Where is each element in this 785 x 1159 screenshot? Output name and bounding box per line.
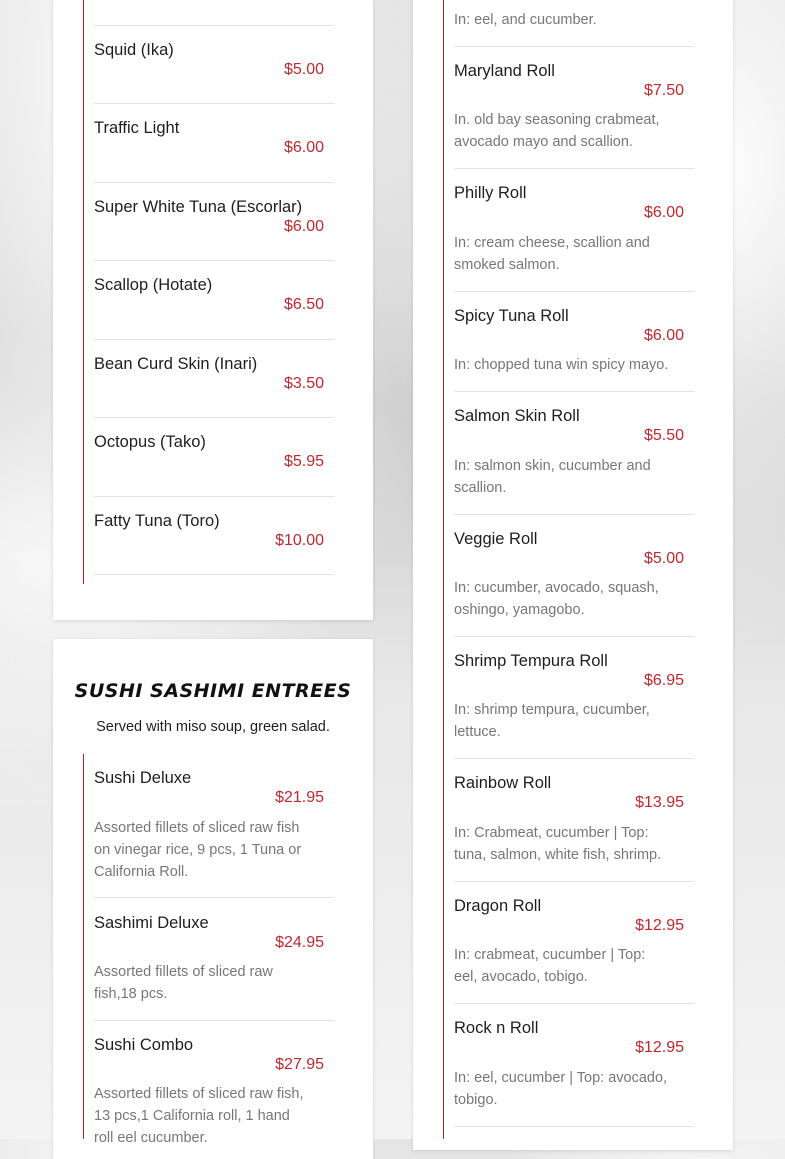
item-price: $7.50 (643, 82, 684, 99)
item-name: Sushi Deluxe (94, 769, 192, 787)
section-title: SUSHI SASHIMI ENTREES (74, 680, 352, 702)
item-description: In: eel, cucumber | Top: avocado, tobigo. (454, 1070, 668, 1108)
item-price: $5.95 (283, 453, 324, 470)
item-price: $5.00 (643, 550, 684, 567)
item-name: Rainbow Roll (454, 774, 552, 792)
item-description: In: cream cheese, scallion and smoked salmon. (454, 235, 650, 273)
item-price: $5.50 (643, 427, 684, 444)
item-price: $6.50 (283, 296, 324, 313)
item-description: In. old bay seasoning crabmeat, avocado mayo and scallion. (454, 112, 660, 150)
item-description: In: chopped tuna win spicy mayo. (454, 357, 669, 373)
nigiri-accent-line (83, 0, 84, 584)
item-description: In: crabmeat, cucumber | Top: eel, avocado, tobigo. (454, 947, 646, 985)
item-price: $13.95 (635, 794, 684, 811)
item-name: Scallop (Hotate) (94, 276, 213, 294)
item-price: $12.95 (635, 917, 684, 934)
item-name: Philly Roll (454, 184, 527, 202)
section-subtitle: Served with miso soup, green salad. (96, 719, 330, 735)
nigiri-top-sep (94, 25, 334, 26)
item-name: Veggie Roll (454, 530, 538, 548)
item-price: $6.95 (643, 672, 684, 689)
item-price: $5.00 (283, 61, 324, 78)
item-name: Super White Tuna (Escorlar) (94, 198, 303, 216)
item-price: $12.95 (635, 1039, 684, 1056)
item-name: Salmon Skin Roll (454, 407, 580, 425)
entrees-card (53, 639, 373, 1159)
item-price: $6.00 (283, 218, 324, 235)
item-price: $6.00 (643, 327, 684, 344)
item-name: Spicy Tuna Roll (454, 307, 569, 325)
rolls-accent-line (443, 0, 444, 1139)
item-price: $24.95 (275, 934, 324, 951)
item-price: $6.00 (643, 204, 684, 221)
item-description: Assorted fillets of sliced raw fish on vinegar rice, 9 pcs, 1 Tuna or California Roll. (94, 820, 302, 880)
item-description: Assorted fillets of sliced raw fish,18 pcs. (94, 964, 273, 1002)
item-price: $21.95 (275, 789, 324, 806)
item-price: $3.50 (283, 375, 324, 392)
item-description: In: eel, and cucumber. (454, 12, 597, 28)
entrees-accent-line (83, 754, 84, 1139)
item-name: Rock n Roll (454, 1019, 539, 1037)
item-name: Squid (Ika) (94, 41, 174, 59)
item-price: $27.95 (275, 1056, 324, 1073)
item-price: $6.00 (283, 139, 324, 156)
item-price: $10.00 (275, 532, 324, 549)
item-description: In: shrimp tempura, cucumber, lettuce. (454, 702, 650, 740)
item-name: Bean Curd Skin (Inari) (94, 355, 258, 373)
item-name: Sashimi Deluxe (94, 914, 209, 932)
item-name: Fatty Tuna (Toro) (94, 512, 220, 530)
item-description: In: Crabmeat, cucumber | Top: tuna, salmon, white fish, shrimp. (454, 825, 662, 863)
item-name: Octopus (Tako) (94, 433, 206, 451)
item-description: In: cucumber, avocado, squash, oshingo, yamagobo. (454, 580, 659, 618)
item-name: Traffic Light (94, 119, 180, 137)
item-name: Shrimp Tempura Roll (454, 652, 608, 670)
item-description: Assorted fillets of sliced raw fish, 13 pcs,1 California roll, 1 hand roll eel cucumber. (94, 1086, 304, 1146)
item-name: Maryland Roll (454, 62, 555, 80)
item-name: Dragon Roll (454, 897, 542, 915)
item-name: Sushi Combo (94, 1036, 194, 1054)
item-description: In: salmon skin, cucumber and scallion. (454, 458, 651, 496)
